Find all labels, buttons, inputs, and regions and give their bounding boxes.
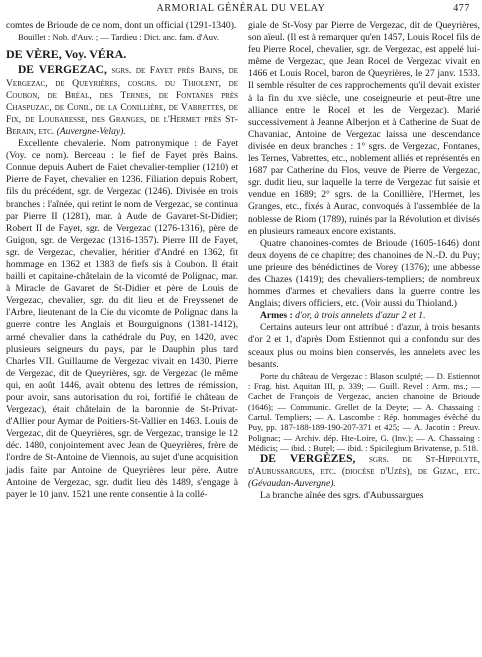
running-head — [0, 3, 482, 17]
armes-blazon: d'or, à trois annelets d'azur 2 et 1. — [295, 310, 426, 322]
intro-text: comtes de Brioude de ce nom, dont un official (1291-1340). — [6, 20, 237, 31]
armes-line — [248, 310, 480, 322]
cross-reference-vere: DE VÈRE, Voy. VÉRA. — [6, 47, 127, 62]
vergezes-name: DE VERGÈZES, — [260, 453, 356, 466]
vergezac-region: (Auvergne-Velay). — [56, 125, 126, 137]
vergezac-entry-head — [6, 64, 238, 138]
running-title: ARMORIAL GÉNÉRAL DU VELAY — [156, 3, 326, 14]
vergezes-titles: sgrs. de St-Hippolyte, d'Aubussargues, etc. (diocèse d'Uzès), de Gizac, etc. — [248, 454, 480, 478]
chanoines-paragraph: Quatre chanoines-comtes de Brioude (1605-1646) dont deux doyens de ce chapitre; des chanoines de N.-D. du Puy; une prieure des bénédictines de Vorey (1376); une abbesse des Chazes (1419); des chevaliers-templiers; de nombreux hommes d'armes et chevaliers dans la guerre contre les Anglais; divers officiers, etc. (Voir aussi du Thioland.) — [248, 237, 480, 310]
right-column — [248, 20, 480, 502]
vergezac-body: Excellente chevalerie. Nom patronymique : de Fayet (Voy. ce nom). Berceau : le fief de Fayet près Bains. Connue depuis Aubert de Faiet chevalier-templier (1210) et Pierre de Fayet, chevalier en 1236. Filiation depuis Robert, fils du précédent, sgr. de Vergezac (1246). Divisée en trois branches : l'aînée, qui retint le nom de Vergezac, se continua par Pierre II (1281), mar. à Aude de Gavaret-St-Didier; Robert II de Fayet, sgr. de Vergezac (1276-1316), père de Guigon, sgr. de Vergezac (1316-1357). Pierre III de Fayet, sgr. de Vergezac, chevalier, héritier d'André en 1362, fit hommage en 1362 et 1383 de fiefs sis à Coubon. Il était bailli et capitaine-châtelain de la vicomté de Polignac, mar. à Miracle de Gavaret de St-Didier et père de Louis de Vergezac, chevalier, sgr. du dit lieu et de Freyssenet de l'Arbre, lieutenant de la Cie du vicomte de Polignac dans la guerre contre les Anglais et Bourguignons (1381-1412), armé chevalier dans la cathédrale du Puy, en 1420, avec plusieurs seigneurs du pays, par le Dauphin plus tard Charles VII. Guillaume de Vergezac vivait en 1430. Pierre de Vergezac, dit de Queyrières, sgr. de Vergezac (le même qui, en août 1446, avait obtenu des lettres de rémission, pour avoir, sans autorisation du roi, fortifié le château de Vergezac), était châtelain de la baronnie de St-Privat-d'Allier pour Aymar de Poitiers-St-Vallier en 1463. Louis de Vergezac, dit de Queyrières, sgr. de Vergezac, transige le 12 déc. 1480, conjointement avec Jean de Queyrières, frère de l'ordre de St-Antoine de Viennois, au sujet d'une acquisition jadis faite par Antoine de Queyrières leur père. Autre Antoine de Vergezac, sgr. dudit lieu dès 1489, s'engage à payer le 10 janv. 1521 une rente consentie à la collé- — [6, 138, 238, 500]
intro-references: Bouillet : Nob. d'Auv. ; — Tardieu : Dict. anc. fam. d'Auv. — [18, 32, 219, 43]
vergezac-titles: sgrs. de Fayet près Bains, de Vergezac, de Queyrières, cosgrs. du Thiolent, de Coubon, de Bréal, des Ternes, de Fontanes près Chaspuzac, de Conil, de la Conillière, de Vabrettes, de Fix, de Loubaresse, des Granges, de l'Hermet près St-Berain, etc. — [6, 65, 238, 137]
page-number: 477 — [453, 3, 470, 14]
vergezac-body-continued: giale de St-Vosy par Pierre de Vergezac, dit de Queyrières, son aïeul. (Il est à remarquer qu'en 1457, Louis Rocel fils de feu Pierre Rocel, chevalier, sgr. de Vergezac, est appelé lui-même de Vergezac, que Jean Rocel de Vergezac vivait en 1466 et Louis Rocel, baron de Queyrières, le 27 janv. 1533. Il semble résulter de ces rapprochements qu'il devait exister à la fin du xve siècle, une coseigneurie et peut-être une alliance entre le Rocel et les de Vergezac). Marié successivement à Jeanne Alberjon et à Catherine de Suat de Chavaniac, Antoine de Vergezac laissa une descendance divisée en deux branches : 1° sgrs. de Vergezac, Fontanes, les Ternes, Vabrettes, etc., noblement alliés et représentés en 1687 par Catherine du Flos, veuve de Pierre de Vergezac, sgr. dudit lieu, sur laquelle la terre de Vergezac fut saisie et vendue en 1689; 2° sgrs. de la Conillière, l'Hermet, les Granges, etc., fixés à Aurac, convoqués à l'assemblée de la noblesse de Riom (1789), ruinés par la Révolution et divisés en plusieurs rameaux encore existants. — [248, 20, 480, 237]
vergezes-region: (Gévaudan-Auvergne). — [248, 478, 336, 490]
armes-note: Certains auteurs leur ont attribué : d'azur, à trois besants d'or 2 et 1, d'après Dom Estiennot qui a confondu sur des sceaux plus ou moins bien conservés, les annelets avec les besants. — [248, 322, 480, 370]
vergezes-entry-head — [248, 453, 480, 490]
sources-list: Porte du château de Vergezac : Blason sculpté; — D. Estiennot : Frag. hist. Aquitan III, p. 339; — Guill. Revel : Arm. ms.; — Cachet de François de Vergezac, ancien chanoine de Brioude (1646); — Communic. Grellet de la Deyte; — A. Chassaing : Cartul. Templiers; — A. Lascombe : Rép. hommages évêché du Puy, pp. 187-188-189-190-207-371 et 425; — A. Jacotin : Preuv. Polignac; — Archiv. dép. Hte-Loire, G. (Inv.); — A. Chassaing : Médicis; — ibid. : Burel; — ibid. : Spicilegium Brivatense, p. 518. — [248, 370, 480, 453]
vergezes-body-start: La branche aînée des sgrs. d'Aubussargues — [260, 490, 424, 502]
left-column — [6, 20, 238, 501]
armes-label: Armes : — [260, 310, 293, 322]
vergezac-name: DE VERGEZAC, — [18, 64, 107, 77]
